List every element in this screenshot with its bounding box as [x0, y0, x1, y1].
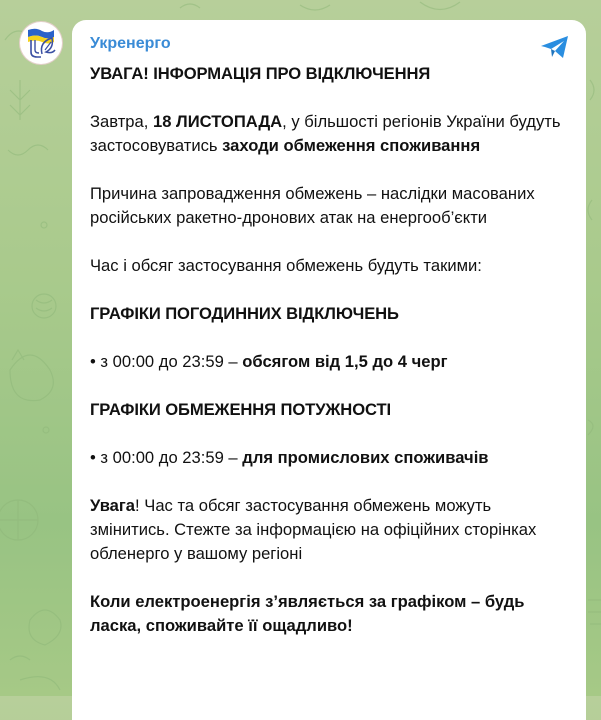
text: , у більшості регіонів України будуть застосовуватись	[90, 112, 561, 155]
warning-text: ! Час та обсяг застосування обмежень можуть змінитись. Стежте за інформацією на офіційних сторінках обленерго у вашому регіоні	[90, 496, 537, 563]
telegram-icon[interactable]	[540, 34, 570, 60]
section-heading-power-limits: ГРАФІКИ ОБМЕЖЕННЯ ПОТУЖНОСТІ	[90, 400, 392, 419]
bullet-power-limits	[90, 446, 570, 470]
ukrenergo-logo-icon	[20, 22, 62, 64]
bullet-time-range: • з 00:00 до 23:59 –	[90, 448, 243, 467]
channel-avatar[interactable]	[20, 22, 62, 64]
post-body	[90, 62, 570, 662]
bullet-time-range: • з 00:00 до 23:59 –	[90, 352, 243, 371]
post-title: УВАГА! ІНФОРМАЦІЯ ПРО ВІДКЛЮЧЕННЯ	[90, 64, 431, 83]
measures-highlight: заходи обмеження споживання	[222, 136, 481, 155]
bullet-detail: для промислових споживачів	[242, 448, 489, 467]
channel-name[interactable]: Укренерго	[90, 35, 171, 52]
paragraph-closing: Коли електроенергія з’являється за графіком – будь ласка, споживайте її ощадливо!	[90, 592, 525, 635]
bullet-hourly-outages	[90, 350, 570, 374]
warning-label: Увага	[90, 496, 136, 515]
section-heading-hourly-outages: ГРАФІКИ ПОГОДИННИХ ВІДКЛЮЧЕНЬ	[90, 304, 399, 323]
paragraph-reason: Причина запровадження обмежень – наслідки масованих російських ракетно-дронових атак на енергооб’єкти	[90, 184, 535, 227]
paragraph-schedule-intro: Час і обсяг застосування обмежень будуть такими:	[90, 256, 482, 275]
channel-post-card	[72, 20, 586, 720]
text: Завтра,	[90, 112, 153, 131]
bullet-detail: обсягом від 1,5 до 4 черг	[242, 352, 448, 371]
paragraph-warning	[90, 494, 570, 566]
paragraph-date-notice	[90, 110, 570, 158]
date-highlight: 18 ЛИСТОПАДА	[152, 112, 283, 131]
